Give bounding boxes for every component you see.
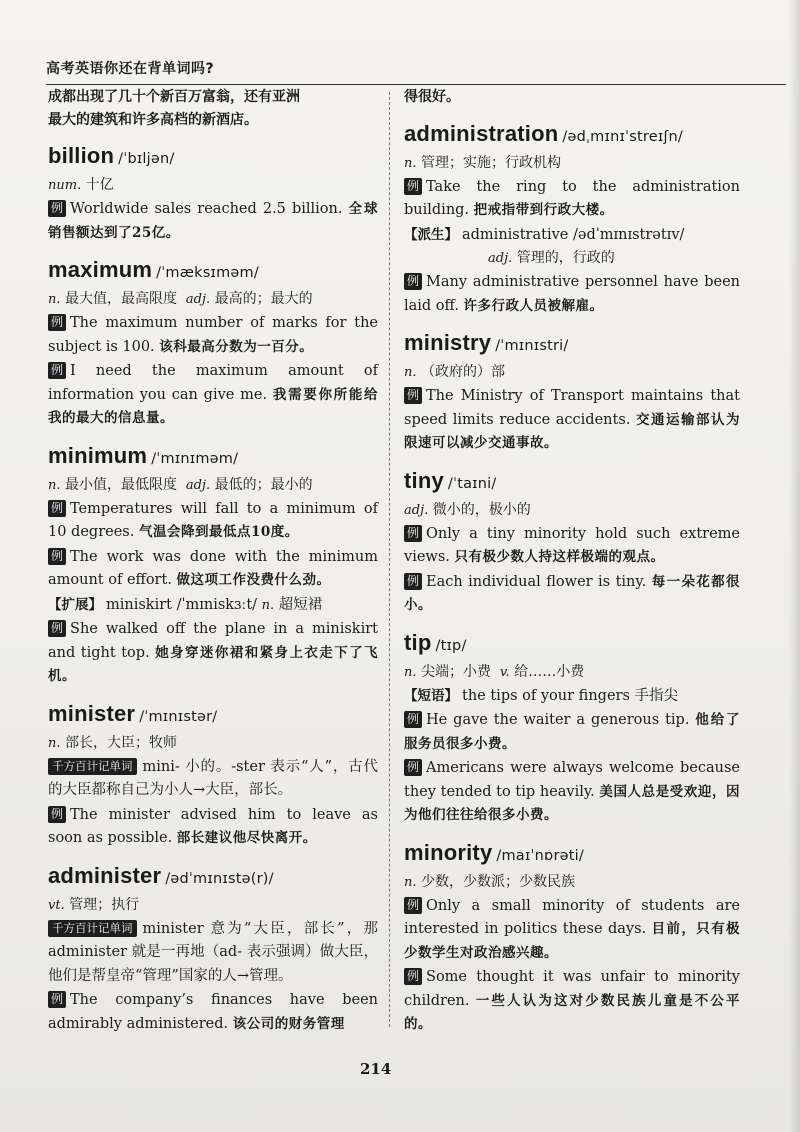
- headword: maximum /ˈmæksɪməm/: [48, 257, 259, 282]
- memory-tag: 千方百计记单词: [48, 920, 137, 937]
- definition: n. 尖端；小费 v. 给……小费: [404, 663, 585, 680]
- example: 例 He gave the waiter a generous tip. 他给了服务员很多小费。: [404, 712, 741, 752]
- headword: tip /tɪp/: [404, 629, 467, 655]
- example-tag: 例: [404, 573, 422, 590]
- phonetic: /ˈmɪnɪstri/: [495, 338, 569, 354]
- headword: billion /ˈbɪljən/: [48, 143, 175, 168]
- example: 例 Many administrative personnel have been laid off. 许多行政人员被解雇。: [404, 274, 740, 314]
- phonetic: /ˈtaɪni/: [447, 475, 497, 492]
- definition: n. 部长，大臣；牧师: [48, 734, 177, 751]
- memory-tip: 千方百计记单词 mini- 小的。-ster 表示“人”，古代的大臣都称自己为小人→大臣，部长。: [48, 758, 378, 798]
- example: 例 The company’s finances have been admirably administered. 该公司的财务管理: [48, 992, 378, 1032]
- example-tag: 例: [48, 500, 66, 517]
- phonetic: /ˈbɪljən/: [118, 151, 175, 167]
- example: 例 Americans were always welcome because they tended to tip heavily. 美国人总是受欢迎，因为他们往往给很多小费。: [404, 760, 741, 823]
- entry-administer: [48, 861, 378, 1037]
- example: 例 She walked off the plane in a miniskirt and tight top. 她身穿迷你裙和紧身上衣走下了飞机。: [48, 621, 379, 684]
- definition: n. 管理；实施；行政机构: [404, 154, 561, 171]
- phrase: 【短语】 the tips of your fingers 手指尖: [404, 687, 679, 704]
- page-number: 214: [360, 1060, 392, 1078]
- definition: vt. 管理；执行: [48, 896, 140, 913]
- example-tag: 例: [48, 806, 66, 823]
- example-tag: 例: [404, 525, 422, 542]
- entry-tiny: [404, 466, 740, 618]
- example-tag: 例: [404, 273, 422, 290]
- headword: administration /ədˌmɪnɪˈstreɪʃn/: [404, 120, 683, 146]
- example: 例 Take the ring to the administration building. 把戒指带到行政大楼。: [404, 178, 740, 218]
- phonetic: /ˈmɪnɪstər/: [139, 708, 218, 725]
- headword: administer /ədˈmɪnɪstə(r)/: [48, 862, 274, 888]
- example-tag: 例: [48, 991, 66, 1008]
- phonetic: /ˈmæksɪməm/: [156, 265, 259, 281]
- example-tag: 例: [48, 200, 66, 217]
- phonetic: /ədˌmɪnɪˈstreɪʃn/: [562, 128, 683, 145]
- headword: minority /maɪˈnɒrəti/: [404, 839, 584, 865]
- entry-maximum: [48, 255, 378, 431]
- entry-administration: [404, 119, 740, 319]
- phonetic: /maɪˈnɒrəti/: [496, 847, 584, 864]
- page-edge-shadow: [788, 0, 800, 1132]
- headword: ministry /ˈmɪnɪstri/: [404, 330, 569, 355]
- definition: num. 十亿: [48, 177, 114, 193]
- carryover-text-2: 最大的建筑和许多高档的新酒店。: [48, 111, 258, 128]
- entry-minority: [404, 838, 740, 1037]
- example-tag: 例: [404, 759, 422, 776]
- entry-tip: [404, 628, 740, 828]
- memory-tag: 千方百计记单词: [48, 758, 137, 775]
- right-column: [404, 86, 740, 1037]
- phrase-label: 【短语】: [404, 687, 458, 704]
- column-divider: [389, 92, 390, 1027]
- headword: tiny /ˈtaɪni/: [404, 467, 497, 493]
- entry-minister: [48, 699, 378, 851]
- example-tag: 例: [404, 711, 422, 728]
- headword: minimum /ˈmɪnɪməm/: [48, 442, 239, 468]
- example-tag: 例: [48, 548, 66, 565]
- extension-label: 【扩展】: [48, 596, 102, 613]
- example: 例 Worldwide sales reached 2.5 billion. 全球销售额达到了25亿。: [48, 201, 378, 241]
- memory-tip: 千方百计记单词 minister 意为“大臣，部长”，那 administer 就是一再地（ad- 表示强调）做大臣，他们是帮皇帝“管理”国家的人→管理。: [48, 920, 378, 984]
- example-tag: 例: [404, 897, 422, 914]
- derivative-label: 【派生】: [404, 226, 458, 243]
- definition: n. 最大值，最高限度 adj. 最高的；最大的: [48, 291, 313, 307]
- phonetic: /ˈmɪnɪməm/: [151, 450, 239, 467]
- example: 例 The work was done with the minimum amount of effort. 做这项工作没费什么劲。: [48, 548, 378, 588]
- example: 例 Temperatures will fall to a minimum of 10 degrees. 气温会降到最低点10度。: [48, 500, 378, 540]
- running-header: [46, 50, 786, 85]
- example: 例 Each individual flower is tiny. 每一朵花都很小。: [404, 573, 740, 613]
- example: 例 The minister advised him to leave as soon as possible. 部长建议他尽快离开。: [48, 806, 378, 846]
- definition: n. （政府的）部: [404, 364, 505, 380]
- left-column: [48, 86, 378, 1036]
- example: 例 Only a tiny minority hold such extreme views. 只有极少数人持这样极端的观点。: [404, 525, 740, 565]
- entry-ministry: [404, 328, 740, 456]
- derivative: 【派生】 administrative /ədˈmɪnɪstrətɪv/ adj. 管理的，行政的: [404, 226, 685, 266]
- example-tag: 例: [48, 314, 66, 331]
- carryover-text: 得很好。: [404, 89, 460, 105]
- definition: n. 少数，少数派；少数民族: [404, 873, 575, 890]
- example: 例 I need the maximum amount of information you can give me. 我需要你所能给我的最大的信息量。: [48, 363, 379, 426]
- example: 例 The Ministry of Transport maintains that speed limits reduce accidents. 交通运输部认为限速可以减少交通事故。: [404, 388, 741, 451]
- carryover-text-1: 成都出现了几十个新百万富翁，还有亚洲: [48, 89, 300, 105]
- entry-minimum: [48, 441, 378, 689]
- example: 例 The maximum number of marks for the subject is 100. 该科最高分数为一百分。: [48, 315, 378, 355]
- example: 例 Some thought it was unfair to minority children. 一些人认为这对少数民族儿童是不公平的。: [404, 969, 741, 1032]
- phonetic: /ədˈmɪnɪstə(r)/: [165, 870, 274, 887]
- entry-billion: [48, 141, 378, 245]
- example-tag: 例: [404, 178, 422, 195]
- example-tag: 例: [48, 362, 66, 379]
- definition: n. 最小值，最低限度 adj. 最低的；最小的: [48, 476, 313, 493]
- phonetic: /tɪp/: [435, 637, 467, 654]
- definition: adj. 微小的，极小的: [404, 501, 531, 518]
- extension: 【扩展】 miniskirt /ˈmɪniskɜːt/ n. 超短裙: [48, 596, 323, 613]
- example-tag: 例: [404, 387, 422, 404]
- example: 例 Only a small minority of students are interested in politics these days. 目前，只有极少数学生对政治感兴趣。: [404, 897, 740, 961]
- headword: minister /ˈmɪnɪstər/: [48, 700, 218, 726]
- book-title: 高考英语你还在背单词吗?: [46, 61, 215, 77]
- example-tag: 例: [404, 968, 422, 985]
- example-tag: 例: [48, 620, 66, 637]
